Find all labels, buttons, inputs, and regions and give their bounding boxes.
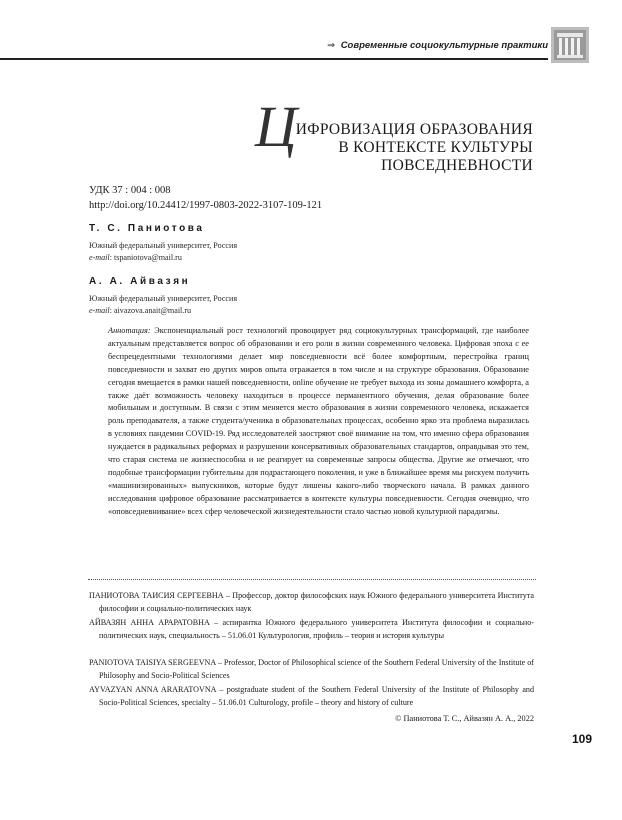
title-line-3: ПОВСЕДНЕВНОСТИ bbox=[381, 157, 533, 174]
page-number: 109 bbox=[571, 732, 592, 746]
author-note-text: АЙВАЗЯН АННА АРАРАТОВНА – аспирантка Южного федерального университета Института философии и социально-политических наук, специальность – 51.06.01 Культурология, профиль – теория и история культуры bbox=[89, 618, 534, 640]
author-note bbox=[89, 617, 534, 643]
journal-logo-icon bbox=[551, 27, 589, 63]
author-note bbox=[89, 590, 534, 616]
article-title bbox=[255, 94, 533, 174]
email-label: e-mail bbox=[89, 253, 110, 262]
title-line-2: В КОНТЕКСТЕ КУЛЬТУРЫ bbox=[338, 139, 533, 156]
running-header bbox=[0, 40, 548, 51]
title-initial: Ц bbox=[255, 94, 297, 159]
author-affiliation: Южный федеральный университет, Россия bbox=[89, 294, 238, 303]
udc: УДК 37 : 004 : 008 bbox=[89, 185, 171, 196]
arrow-icon: ⇒ bbox=[327, 40, 336, 51]
author-name: Т. С. Паниотова bbox=[89, 223, 205, 234]
author-note-text: ПАНИОТОВА ТАИСИЯ СЕРГЕЕВНА – Профессор, доктор философских наук Южного федерального университета Института философии и социально-политических наук bbox=[89, 591, 534, 613]
email-address[interactable]: : tspaniotova@mail.ru bbox=[109, 253, 182, 262]
section-title: Современные социокультурные практики bbox=[340, 40, 548, 51]
email-label: e-mail bbox=[89, 306, 110, 315]
author-affiliation: Южный федеральный университет, Россия bbox=[89, 241, 238, 250]
copyright: © Паниотова Т. С., Айвазян А. А., 2022 bbox=[395, 714, 534, 723]
email-address[interactable]: : aivazova.anait@mail.ru bbox=[109, 306, 192, 315]
author-note-text: AYVAZYAN ANNA ARARATOVNA – postgraduate student of the Southern Federal University of the Institute of Philosophy and Socio-Political Sciences, specialty – 51.06.01 Culturology, profile – theory and history of culture bbox=[89, 685, 534, 707]
author-email bbox=[89, 306, 191, 315]
title-line-1: ИФРОВИЗАЦИЯ ОБРАЗОВАНИЯ bbox=[295, 121, 533, 138]
abstract bbox=[108, 325, 529, 547]
abstract-label: Аннотация: bbox=[108, 326, 151, 335]
header-rule bbox=[0, 58, 548, 60]
abstract-text: Экспоненциальный рост технологий провоцирует ряд социокультурных трансформаций, где наиболее актуальным представляется вопрос об образовании и его роли в жизни современного человека. Цифровая эпоха с ее беспрецедентными технологиями делает мир повседневности всё более комфортным, перестройка границ повседневности и захват ею других миров опыта отражается в том числе и на структуре образования. Образование сегодня вмещается в рамки нашей повседневности, online обучение не требует выхода из зоны домашнего комфорта, а также даёт возможность человеку находиться в процессе перманентного обучения, делая образование более мобильным и доступным. В связи с этим меняется место образования в жизни современного человека, искажается роль преподавателя, а также студента/ученика в образовательных процессах, особенно ярко эта проблема выразилась в условиях пандемии COVID-19. Ряд исследователей заостряют своё внимание на том, что именно сфера образования нуждается в радикальных реформах и разрушении консервативных образовательных стандартов, оправдывая это тем, что старая система не жизнеспособна и не реагирует на современные запросы общества. Другие же отмечают, что подобные трансформации губительны для подрастающего поколения, и уже в ближайшее время мы рискуем получить «машинизированных» выпускников, которые будут лишены какого-либо творческого начала. В рамках данного исследования цифровое образование рассматривается в контексте культуры повседневности. Сегодня очевидно, что «оповседневнивание» всех сфер человеческой жизнедеятельности стало частью новой культурной парадигмы. bbox=[108, 326, 529, 516]
author-note bbox=[89, 657, 534, 683]
author-note bbox=[89, 684, 534, 710]
doi-link[interactable]: http://doi.org/10.24412/1997-0803-2022-3107-109-121 bbox=[89, 200, 323, 211]
footnote-divider bbox=[88, 579, 536, 580]
author-email bbox=[89, 253, 182, 262]
author-note-text: PANIOTOVA TAISIYA SERGEEVNA – Professor, Doctor of Philosophical science of the Southern Federal University of the Institute of Philosophy and Socio-Political Sciences bbox=[89, 658, 534, 680]
author-name: А. А. Айвазян bbox=[89, 276, 191, 287]
